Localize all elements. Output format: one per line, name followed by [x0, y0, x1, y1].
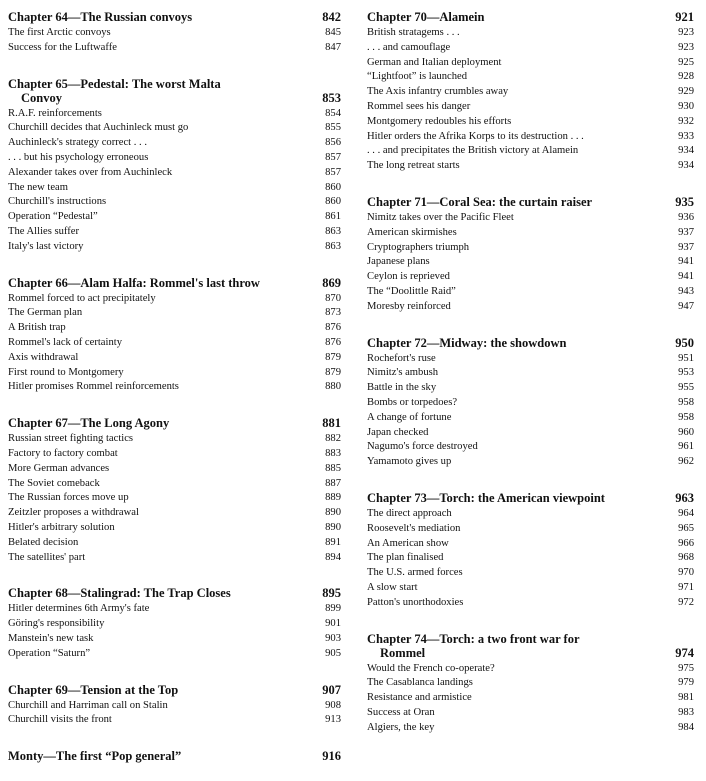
toc-entry	[367, 226, 694, 241]
toc-entry-page: 934	[678, 145, 694, 157]
toc-entry-title: The Casablanca landings	[367, 677, 473, 689]
toc-entry	[367, 440, 694, 455]
toc-entry	[8, 602, 341, 617]
chapter-page-number: 916	[322, 749, 341, 764]
toc-entry-page: 879	[325, 351, 341, 363]
toc-entry-page: 901	[325, 618, 341, 630]
toc-entry	[367, 551, 694, 566]
toc-entry-page: 955	[678, 382, 694, 394]
toc-entry-page: 873	[325, 307, 341, 319]
toc-entry-page: 951	[678, 352, 694, 364]
toc-entry-title: Churchill decides that Auchinleck must go	[8, 122, 189, 134]
toc-entry-title: Roosevelt's mediation	[367, 522, 461, 534]
toc-entry-page: 937	[678, 226, 694, 238]
toc-entry-title: The “Doolittle Raid”	[367, 285, 456, 297]
chapter-heading	[8, 749, 341, 763]
toc-entry-page: 947	[678, 300, 694, 312]
toc-entry	[8, 477, 341, 492]
toc-entry-page: 885	[325, 462, 341, 474]
chapter-section	[8, 416, 341, 565]
toc-entry-page: 984	[678, 721, 694, 733]
toc-entry	[8, 225, 341, 240]
toc-entry-title: Nagumo's force destroyed	[367, 441, 478, 453]
toc-entry	[8, 699, 341, 714]
toc-entry	[367, 85, 694, 100]
chapter-title: Chapter 73—Torch: the American viewpoint	[367, 490, 605, 505]
chapter-heading	[8, 77, 341, 105]
toc-entry	[367, 285, 694, 300]
chapter-page-number: 921	[675, 10, 694, 24]
toc-entry-page: 854	[325, 107, 341, 119]
toc-entry-title: Hitler promises Rommel reinforcements	[8, 381, 179, 393]
toc-entry-title: British stratagems . . .	[367, 27, 460, 38]
chapter-title: Chapter 68—Stalingrad: The Trap Closes	[8, 586, 231, 601]
toc-entry-page: 975	[678, 662, 694, 674]
toc-entry-title: Nimitz's ambush	[367, 367, 439, 379]
toc-entry-title: A change of fortune	[367, 411, 452, 423]
toc-entry-page: 863	[325, 225, 341, 237]
chapter-heading	[8, 683, 341, 697]
toc-entry	[367, 70, 694, 85]
toc-entry-page: 965	[678, 522, 694, 534]
toc-entry-page: 981	[678, 692, 694, 704]
toc-entry	[367, 255, 694, 270]
toc-entry	[8, 321, 341, 336]
toc-entry-page: 958	[678, 411, 694, 423]
chapter-heading	[367, 10, 694, 24]
toc-entry-title: Operation “Saturn”	[8, 647, 91, 659]
chapter-heading	[8, 586, 341, 600]
toc-entry-title: Success at Oran	[367, 706, 435, 718]
toc-entry-title: The Soviet comeback	[8, 477, 100, 489]
toc-entry-title: Japanese plans	[367, 256, 430, 268]
toc-entry-page: 962	[678, 456, 694, 468]
toc-entry-page: 929	[678, 86, 694, 98]
toc-entry-title: Göring's responsibility	[8, 618, 105, 630]
toc-entry-title: . . . and precipitates the British victory at Alamein	[367, 145, 579, 157]
toc-entry	[367, 159, 694, 174]
toc-entry-title: A British trap	[8, 322, 66, 334]
toc-entry-page: 879	[325, 366, 341, 378]
toc-entry	[8, 336, 341, 351]
toc-entry	[8, 292, 341, 307]
toc-entry	[8, 380, 341, 395]
toc-entry-title: Zeitzler proposes a withdrawal	[8, 507, 139, 519]
chapter-title: Chapter 64—The Russian convoys	[8, 10, 193, 24]
toc-entry-page: 876	[325, 336, 341, 348]
toc-entry	[367, 100, 694, 115]
toc-entry-title: Yamamoto gives up	[367, 456, 452, 468]
toc-entry-page: 953	[678, 367, 694, 379]
toc-entry	[367, 41, 694, 56]
toc-entry-title: Russian street fighting tactics	[8, 433, 134, 445]
toc-entry-page: 857	[325, 151, 341, 163]
chapter-section	[8, 586, 341, 661]
chapter-title-continued: Rommel	[380, 645, 426, 660]
toc-entry-title: Manstein's new task	[8, 632, 94, 644]
toc-entry	[367, 507, 694, 522]
toc-entry	[8, 26, 341, 41]
toc-entry	[8, 447, 341, 462]
toc-entry-title: The long retreat starts	[367, 160, 460, 172]
chapter-section	[8, 683, 341, 729]
toc-entry-title: American skirmishes	[367, 226, 457, 238]
toc-entry-page: 856	[325, 137, 341, 149]
toc-entry-page: 936	[678, 211, 694, 223]
toc-entry	[367, 352, 694, 367]
toc-entry	[8, 521, 341, 536]
toc-entry	[8, 647, 341, 662]
chapter-section	[8, 77, 341, 255]
toc-entry-title: . . . and camouflage	[367, 41, 451, 53]
chapter-heading	[8, 416, 341, 430]
chapter-heading	[8, 276, 341, 290]
toc-entry-title: Would the French co-operate?	[367, 662, 495, 674]
toc-entry	[8, 366, 341, 381]
toc-entry-page: 960	[678, 426, 694, 438]
toc-entry-title: Italy's last victory	[8, 240, 84, 252]
toc-entry	[8, 210, 341, 225]
toc-entry-page: 961	[678, 441, 694, 453]
toc-right-column	[367, 10, 694, 735]
toc-entry	[8, 632, 341, 647]
toc-entry-title: Factory to factory combat	[8, 447, 118, 459]
toc-entry	[367, 411, 694, 426]
toc-entry-page: 925	[678, 56, 694, 68]
toc-entry-title: Churchill's instructions	[8, 196, 107, 208]
chapter-heading	[367, 195, 694, 209]
toc-entry-title: Battle in the sky	[367, 382, 437, 394]
toc-entry-title: Hitler's arbitrary solution	[8, 521, 115, 533]
toc-entry	[8, 536, 341, 551]
toc-entry	[367, 522, 694, 537]
chapter-title: Chapter 67—The Long Agony	[8, 416, 170, 431]
toc-entry-page: 928	[678, 71, 694, 83]
toc-entry-title: An American show	[367, 537, 449, 549]
toc-entry	[8, 351, 341, 366]
toc-entry	[367, 115, 694, 130]
toc-entry	[367, 300, 694, 315]
toc-entry-page: 932	[678, 115, 694, 127]
toc-entry-page: 845	[325, 27, 341, 38]
toc-entry-page: 968	[678, 552, 694, 564]
toc-entry-title: More German advances	[8, 462, 110, 474]
toc-entry-title: Auchinleck's strategy correct . . .	[8, 137, 147, 149]
toc-entry-page: 890	[325, 507, 341, 519]
toc-entry-title: German and Italian deployment	[367, 56, 502, 68]
toc-entry	[8, 136, 341, 151]
chapter-section	[8, 749, 341, 763]
toc-entry-page: 847	[325, 41, 341, 53]
toc-entry-page: 899	[325, 603, 341, 615]
toc-entry-title: Resistance and armistice	[367, 692, 472, 704]
toc-entry-title: Churchill and Harriman call on Stalin	[8, 699, 168, 711]
toc-entry-page: 860	[325, 196, 341, 208]
toc-entry-title: The satellites' part	[8, 551, 86, 563]
toc-entry-title: Bombs or torpedoes?	[367, 396, 458, 408]
toc-entry	[367, 455, 694, 470]
toc-entry	[8, 306, 341, 321]
toc-entry-title: The direct approach	[367, 507, 452, 519]
chapter-section	[367, 195, 694, 315]
chapter-page-number: 895	[322, 586, 341, 601]
toc-entry-page: 958	[678, 396, 694, 408]
toc-entry-title: Rommel's lack of certainty	[8, 336, 122, 348]
chapter-page-number: 881	[322, 416, 341, 431]
toc-entry-page: 855	[325, 122, 341, 134]
toc-entry	[367, 706, 694, 721]
toc-entry-title: Rochefort's ruse	[367, 352, 436, 364]
chapter-title: Monty—The first “Pop general”	[8, 749, 182, 764]
toc-entry-title: Ceylon is reprieved	[367, 271, 450, 283]
chapter-title: Chapter 66—Alam Halfa: Rommel's last throw	[8, 275, 260, 290]
toc-entry	[8, 240, 341, 255]
toc-entry-page: 983	[678, 706, 694, 718]
toc-entry	[367, 130, 694, 145]
toc-entry-title: A slow start	[367, 581, 418, 593]
toc-entry-title: First round to Montgomery	[8, 366, 124, 378]
toc-entry-title: Patton's unorthodoxies	[367, 596, 464, 608]
toc-entry-page: 890	[325, 521, 341, 533]
toc-entry-page: 887	[325, 477, 341, 489]
toc-entry	[8, 151, 341, 166]
toc-entry-title: Rommel forced to act precipitately	[8, 292, 156, 304]
toc-entry	[367, 211, 694, 226]
toc-entry-page: 903	[325, 632, 341, 644]
chapter-heading	[8, 10, 341, 24]
toc-entry-page: 923	[678, 41, 694, 53]
toc-entry-page: 913	[325, 714, 341, 726]
chapter-section	[367, 10, 694, 174]
toc-entry-page: 934	[678, 160, 694, 172]
toc-entry	[367, 691, 694, 706]
toc-entry	[367, 56, 694, 71]
toc-entry-title: . . . but his psychology erroneous	[8, 151, 149, 163]
chapter-title: Chapter 74—Torch: a two front war for Rommel	[367, 632, 668, 660]
chapter-section	[367, 632, 694, 736]
toc-entry-page: 972	[678, 596, 694, 608]
toc-entry-title: The plan finalised	[367, 552, 444, 564]
chapter-title: Chapter 69—Tension at the Top	[8, 682, 179, 697]
toc-entry	[367, 366, 694, 381]
toc-entry-title: The German plan	[8, 307, 83, 319]
toc-entry-page: 964	[678, 507, 694, 519]
chapter-page-number: 950	[675, 335, 694, 350]
toc-entry	[8, 195, 341, 210]
chapter-page-number: 907	[322, 682, 341, 697]
toc-entry-page: 930	[678, 100, 694, 112]
toc-entry-page: 941	[678, 256, 694, 268]
toc-entry-page: 943	[678, 285, 694, 297]
toc-entry-page: 883	[325, 447, 341, 459]
toc-entry-page: 891	[325, 536, 341, 548]
toc-entry-page: 876	[325, 322, 341, 334]
toc-entry-title: R.A.F. reinforcements	[8, 107, 102, 119]
chapter-section	[8, 10, 341, 56]
toc-entry-page: 880	[325, 381, 341, 393]
toc-entry-title: Montgomery redoubles his efforts	[367, 115, 512, 127]
chapter-heading	[367, 491, 694, 505]
toc-entry-page: 937	[678, 241, 694, 253]
toc-entry-title: Axis withdrawal	[8, 351, 79, 363]
toc-entry	[8, 432, 341, 447]
toc-entry-title: Moresby reinforced	[367, 300, 451, 312]
toc-entry-title: Algiers, the key	[367, 721, 435, 733]
toc-entry	[367, 581, 694, 596]
toc-entry-title: Rommel sees his danger	[367, 100, 471, 112]
toc-entry-page: 860	[325, 181, 341, 193]
toc-left-column	[8, 10, 341, 765]
toc-entry	[367, 270, 694, 285]
toc-entry-title: Belated decision	[8, 536, 79, 548]
toc-entry	[367, 721, 694, 736]
toc-entry-title: Operation “Pedestal”	[8, 211, 98, 223]
toc-entry-page: 905	[325, 647, 341, 659]
toc-entry-page: 863	[325, 240, 341, 252]
toc-entry	[367, 381, 694, 396]
toc-entry-page: 966	[678, 537, 694, 549]
toc-entry-page: 857	[325, 166, 341, 178]
toc-entry	[367, 26, 694, 41]
toc-entry	[8, 121, 341, 136]
toc-entry	[8, 551, 341, 566]
chapter-heading	[367, 632, 694, 660]
toc-entry-page: 882	[325, 433, 341, 445]
chapter-page-number: 842	[322, 10, 341, 24]
toc-entry-title: Cryptographers triumph	[367, 241, 470, 253]
toc-entry	[367, 596, 694, 611]
chapter-title: Chapter 70—Alamein	[367, 10, 485, 24]
chapter-page-number: 935	[675, 194, 694, 209]
chapter-section	[367, 491, 694, 611]
toc-entry-page: 941	[678, 271, 694, 283]
toc-entry-page: 970	[678, 567, 694, 579]
toc-entry-page: 889	[325, 492, 341, 504]
toc-entry	[8, 166, 341, 181]
chapter-page-number: 974	[675, 645, 694, 660]
toc-entry	[8, 491, 341, 506]
toc-entry	[367, 426, 694, 441]
toc-entry	[8, 181, 341, 196]
toc-entry	[367, 537, 694, 552]
toc-entry-title: “Lightfoot” is launched	[367, 71, 468, 83]
toc-entry-page: 971	[678, 581, 694, 593]
toc-entry-title: The Allies suffer	[8, 225, 80, 237]
toc-entry	[367, 241, 694, 256]
toc-entry-title: Hitler orders the Afrika Korps to its destruction . . .	[367, 130, 584, 142]
chapter-title-continued: Convoy	[21, 90, 62, 105]
toc-entry	[8, 462, 341, 477]
chapter-section	[8, 276, 341, 396]
toc-entry-title: The new team	[8, 181, 69, 193]
toc-entry-page: 933	[678, 130, 694, 142]
toc-entry-page: 894	[325, 551, 341, 563]
chapter-page-number: 963	[675, 490, 694, 505]
toc-entry	[367, 144, 694, 159]
toc-entry-title: Alexander takes over from Auchinleck	[8, 166, 173, 178]
toc-entry	[367, 676, 694, 691]
chapter-title: Chapter 72—Midway: the showdown	[367, 335, 567, 350]
toc-entry-page: 870	[325, 292, 341, 304]
toc-entry	[8, 107, 341, 122]
chapter-page-number: 869	[322, 275, 341, 290]
toc-entry	[8, 41, 341, 56]
toc-entry	[367, 662, 694, 677]
toc-entry-page: 923	[678, 27, 694, 38]
toc-entry-title: Hitler determines 6th Army's fate	[8, 603, 150, 615]
toc-entry-page: 908	[325, 699, 341, 711]
toc-entry-title: The U.S. armed forces	[367, 567, 463, 579]
toc-entry-title: Success for the Luftwaffe	[8, 41, 117, 53]
toc-entry	[367, 396, 694, 411]
chapter-title: Chapter 71—Coral Sea: the curtain raiser	[367, 194, 593, 209]
chapter-heading	[367, 336, 694, 350]
toc-entry-page: 861	[325, 211, 341, 223]
toc-entry	[367, 566, 694, 581]
toc-entry-title: Nimitz takes over the Pacific Fleet	[367, 211, 514, 223]
toc-entry-title: The Axis infantry crumbles away	[367, 86, 509, 98]
toc-entry-title: Churchill visits the front	[8, 714, 112, 726]
toc-entry-title: The Russian forces move up	[8, 492, 129, 504]
toc-entry-title: Japan checked	[367, 426, 429, 438]
toc-entry	[8, 617, 341, 632]
chapter-page-number: 853	[322, 90, 341, 105]
toc-entry-page: 979	[678, 677, 694, 689]
chapter-title: Chapter 65—Pedestal: The worst Malta Convoy	[8, 77, 315, 105]
chapter-section	[367, 336, 694, 470]
toc-entry	[8, 506, 341, 521]
toc-entry-title: The first Arctic convoys	[8, 27, 111, 38]
toc-entry	[8, 713, 341, 728]
